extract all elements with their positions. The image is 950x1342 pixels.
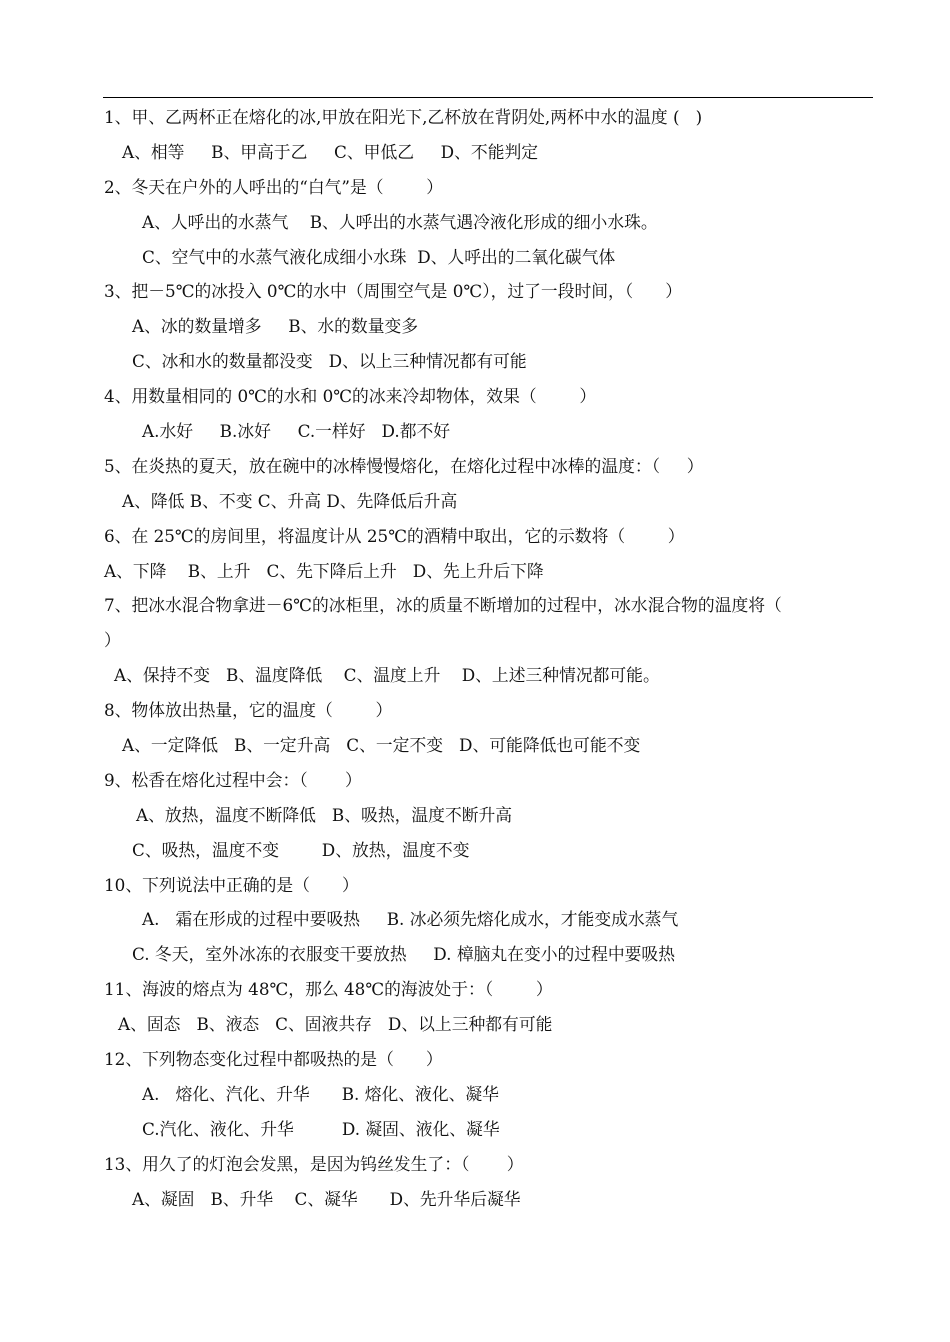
question-5-stem: 5、在炎热的夏天，放在碗中的冰棒慢慢熔化，在熔化过程中冰棒的温度：（ ） (104, 455, 704, 476)
question-3-options-cd: C、冰和水的数量都没变 D、以上三种情况都有可能 (132, 351, 527, 372)
question-2-stem: 2、冬天在户外的人呼出的“白气”是（ ） (104, 176, 444, 197)
question-4-options: A.水好 B.冰好 C.一样好 D.都不好 (142, 421, 451, 442)
question-13-options: A、凝固 B、升华 C、凝华 D、先升华后凝华 (132, 1188, 521, 1209)
question-10-options-cd: C. 冬天，室外冰冻的衣服变干要放热 D. 樟脑丸在变小的过程中要吸热 (132, 944, 675, 965)
question-12-options-cd: C.汽化、液化、升华 D. 凝固、液化、凝华 (142, 1118, 500, 1139)
question-11-options: A、固态 B、液态 C、固液共存 D、以上三种都有可能 (118, 1014, 553, 1035)
question-5-options: A、降低 B、不变 C、升高 D、先降低后升高 (122, 490, 458, 511)
question-9-options-ab: A、放热，温度不断降低 B、吸热，温度不断升高 (136, 804, 513, 825)
question-4-stem: 4、用数量相同的 0℃的水和 0℃的冰来冷却物体，效果（ ） (104, 386, 597, 407)
question-12-options-ab: A. 熔化、汽化、升华 B. 熔化、液化、凝华 (142, 1083, 499, 1104)
question-7-options: A、保持不变 B、温度降低 C、温度上升 D、上述三种情况都可能。 (114, 665, 660, 686)
header-rule (103, 97, 873, 98)
question-8-stem: 8、物体放出热量，它的温度（ ） (104, 700, 393, 721)
question-9-options-cd: C、吸热，温度不变 D、放热，温度不变 (132, 839, 470, 860)
question-6-options: A、下降 B、上升 C、先下降后上升 D、先上升后下降 (104, 560, 544, 581)
question-10-stem: 10、下列说法中正确的是（ ） (104, 874, 359, 895)
question-12-stem: 12、下列物态变化过程中都吸热的是（ ） (104, 1049, 443, 1070)
question-2-options-cd: C、空气中的水蒸气液化成细小水珠 D、人呼出的二氧化碳气体 (142, 246, 616, 267)
question-list (104, 100, 870, 1217)
question-9-stem: 9、松香在熔化过程中会：（ ） (104, 769, 362, 790)
question-2-options-ab: A、人呼出的水蒸气 B、人呼出的水蒸气遇冷液化形成的细小水珠。 (142, 211, 658, 232)
question-10-options-ab: A. 霜在形成的过程中要吸热 B. 冰必须先熔化成水，才能变成水蒸气 (142, 909, 679, 930)
question-3-stem: 3、把－5℃的冰投入 0℃的水中（周围空气是 0℃），过了一段时间，（ ） (104, 281, 683, 302)
question-7-stem: 7、把冰水混合物拿进－6℃的冰柜里，冰的质量不断增加的过程中，冰水混合物的温度将（ (104, 595, 782, 616)
question-3-options-ab: A、冰的数量增多 B、水的数量变多 (132, 316, 419, 337)
question-6-stem: 6、在 25℃的房间里，将温度计从 25℃的酒精中取出，它的示数将（ ） (104, 525, 685, 546)
question-13-stem: 13、用久了的灯泡会发黑，是因为钨丝发生了：（ ） (104, 1153, 524, 1174)
question-1-options: A、相等 B、甲高于乙 C、甲低乙 D、不能判定 (122, 141, 539, 162)
question-1-stem: 1、甲、乙两杯正在熔化的冰,甲放在阳光下,乙杯放在背阴处,两杯中水的温度 ( ) (104, 107, 703, 127)
question-8-options: A、一定降低 B、一定升高 C、一定不变 D、可能降低也可能不变 (122, 735, 641, 756)
question-7-stem-continued: ） (104, 630, 121, 651)
question-11-stem: 11、海波的熔点为 48℃，那么 48℃的海波处于：（ ） (104, 979, 553, 1000)
